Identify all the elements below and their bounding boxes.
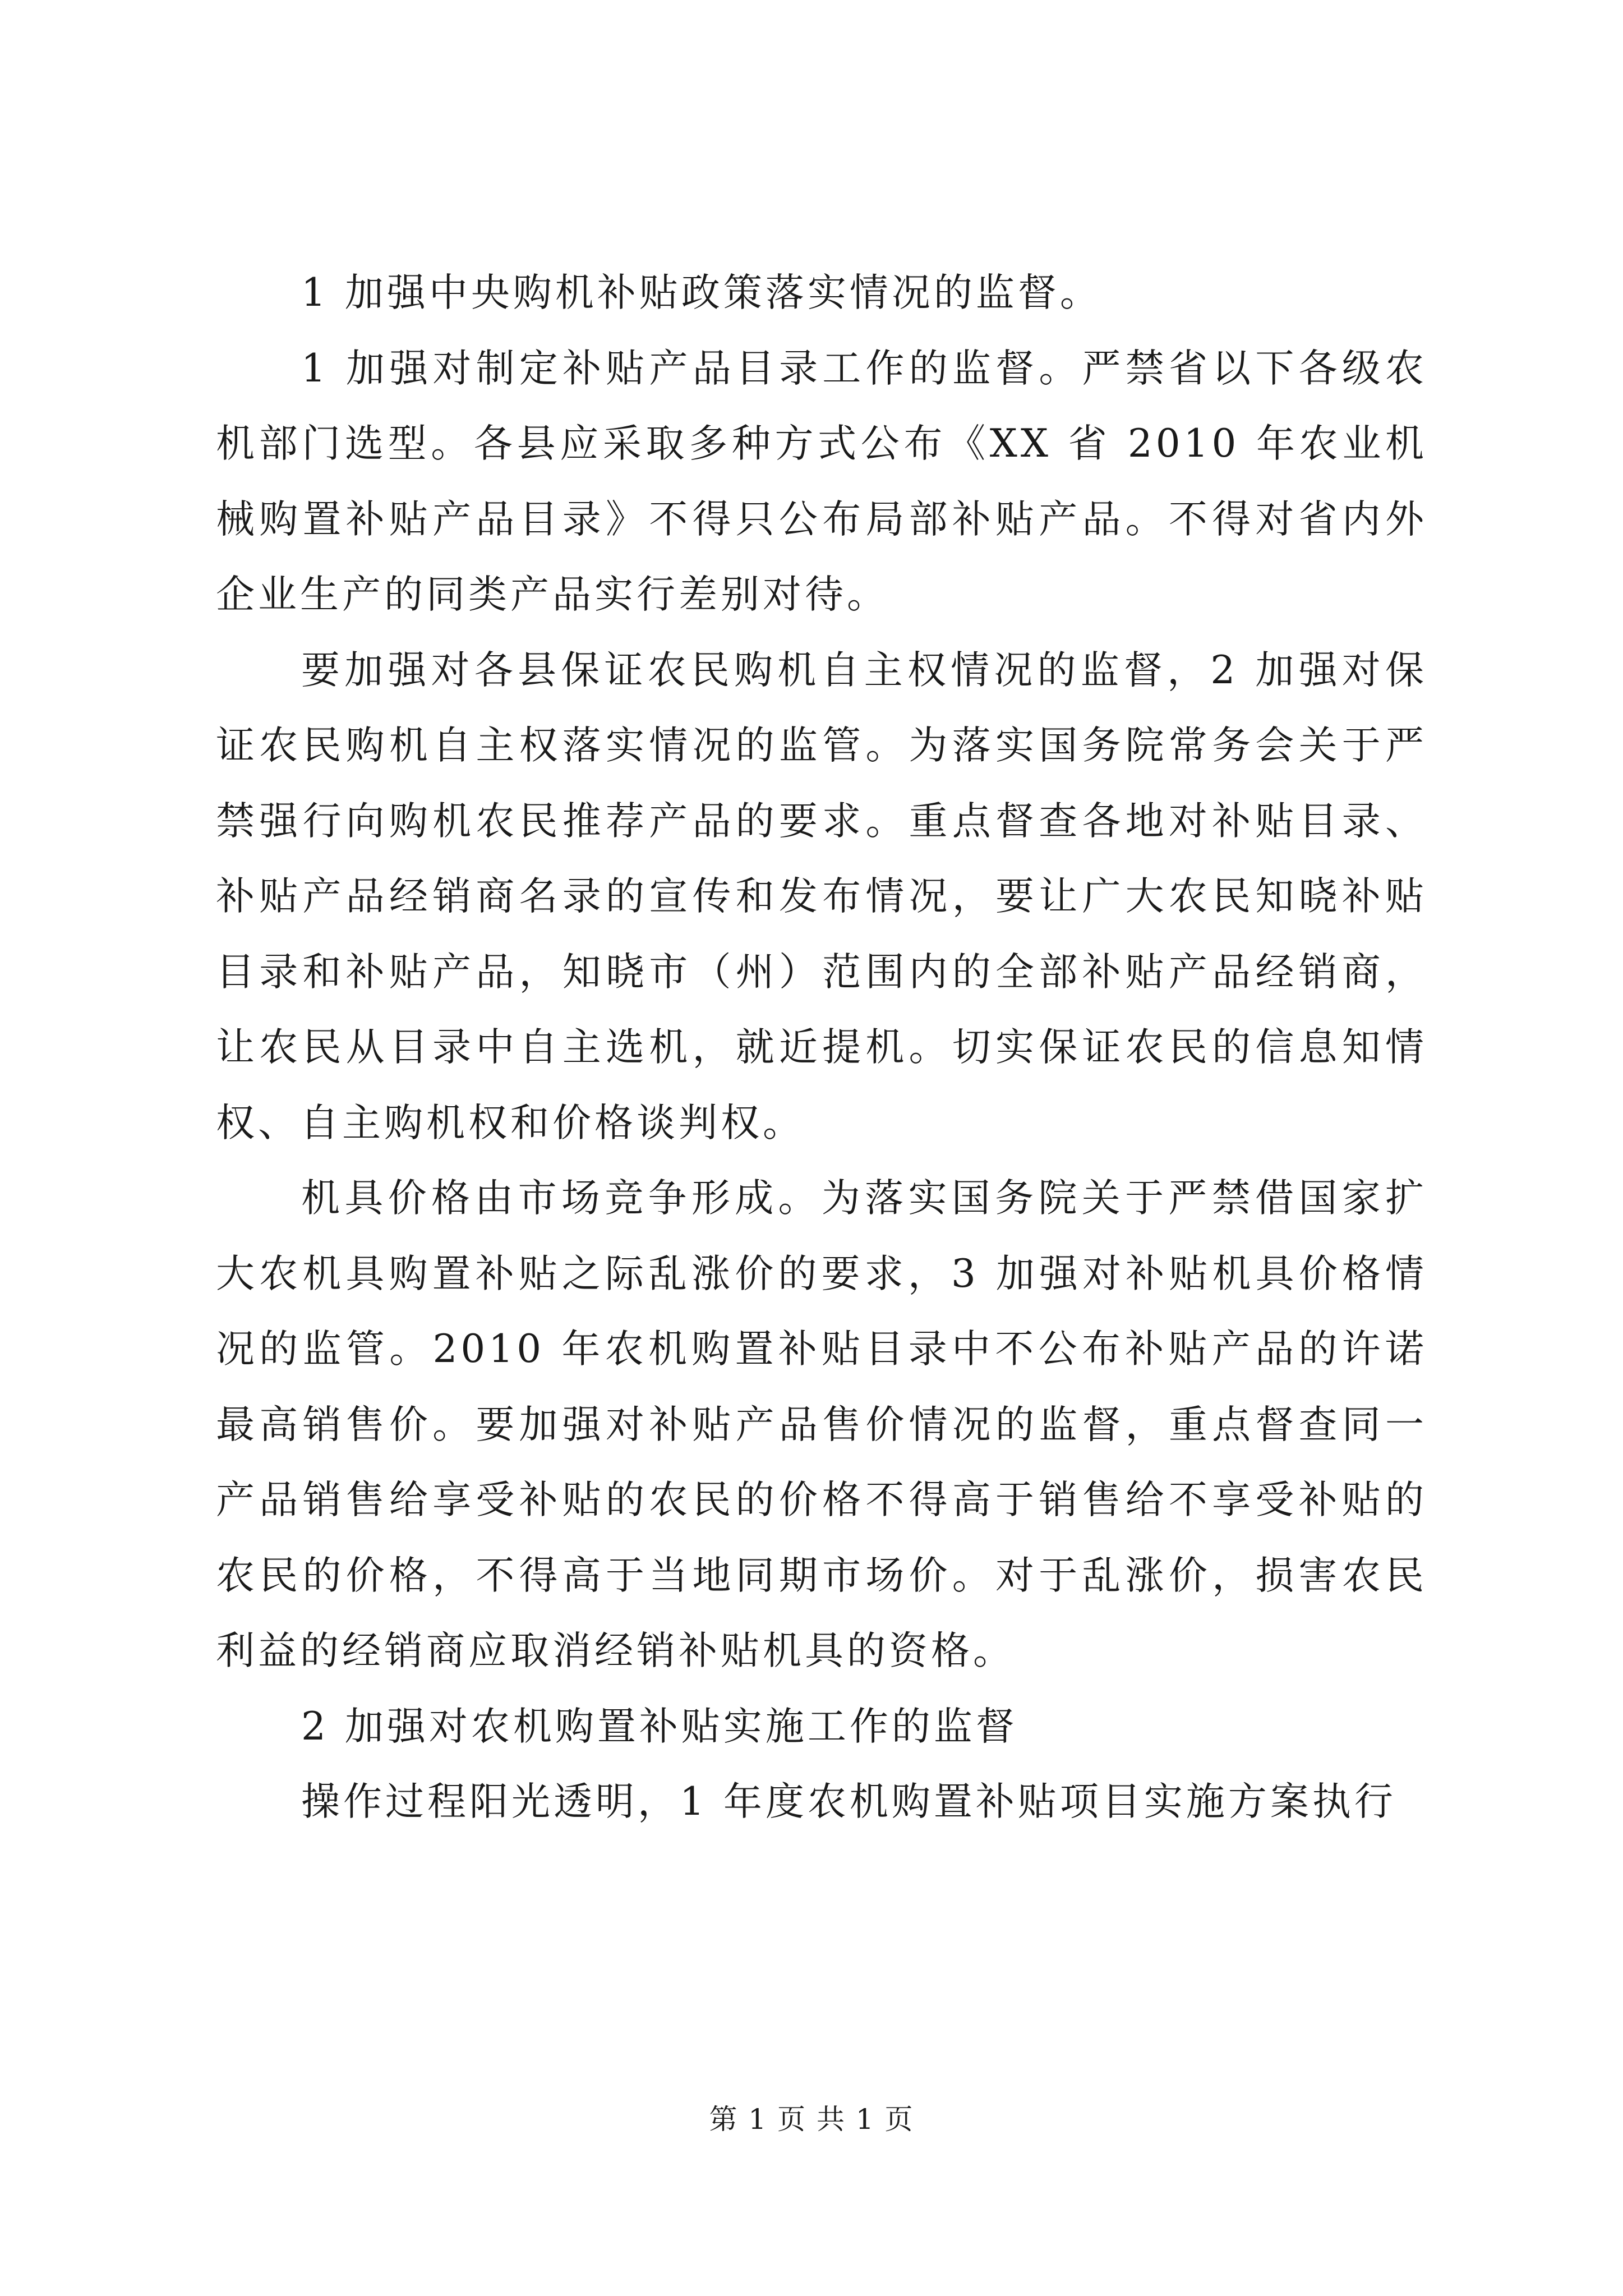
paragraph-6: 操作过程阳光透明，1 年度农机购置补贴项目实施方案执行 bbox=[301, 1779, 1396, 1824]
paragraph-5: 2 加强对农机购置补贴实施工作的监督 bbox=[301, 1704, 1018, 1749]
paragraph-3: 要加强对各县保证农民购机自主权情况的监督，2 加强对保证农民购机自主权落实情况的监管。为落实国务院常务会关于严禁强行向购机农民推荐产品的要求。重点督查各地对补贴目录、补贴产品经销商名录的宣传和发布情况，要让广大农民知晓补贴目录和补贴产品，知晓市（州）范围内的全部补贴产品经销商，让农民从目录中自主选机，就近提机。切实保证农民的信息知情权、自主购机权和价格谈判权。 bbox=[216, 647, 1427, 1145]
paragraph-4: 机具价格由市场竞争形成。为落实国务院关于严禁借国家扩大农机具购置补贴之际乱涨价的要求，3 加强对补贴机具价格情况的监管。2010 年农机购置补贴目录中不公布补贴产品的许诺最高销售价。要加强对补贴产品售价情况的监督，重点督查同一产品销售给享受补贴的农民的价格不得高于销售给不享受补贴的农民的价格，不得高于当地同期市场价。对于乱涨价，损害农民利益的经销商应取消经销补贴机具的资格。 bbox=[216, 1176, 1427, 1673]
paragraph-2: 1 加强对制定补贴产品目录工作的监督。严禁省以下各级农机部门选型。各县应采取多种方式公布《XX 省 2010 年农业机械购置补贴产品目录》不得只公布局部补贴产品。不得对省内外企业生产的同类产品实行差别对待。 bbox=[216, 346, 1427, 617]
document-body bbox=[216, 255, 1427, 1840]
paragraph-1: 1 加强中央购机补贴政策落实情况的监督。 bbox=[301, 270, 1102, 315]
page-footer: 第 1 页 共 1 页 bbox=[709, 2103, 914, 2136]
